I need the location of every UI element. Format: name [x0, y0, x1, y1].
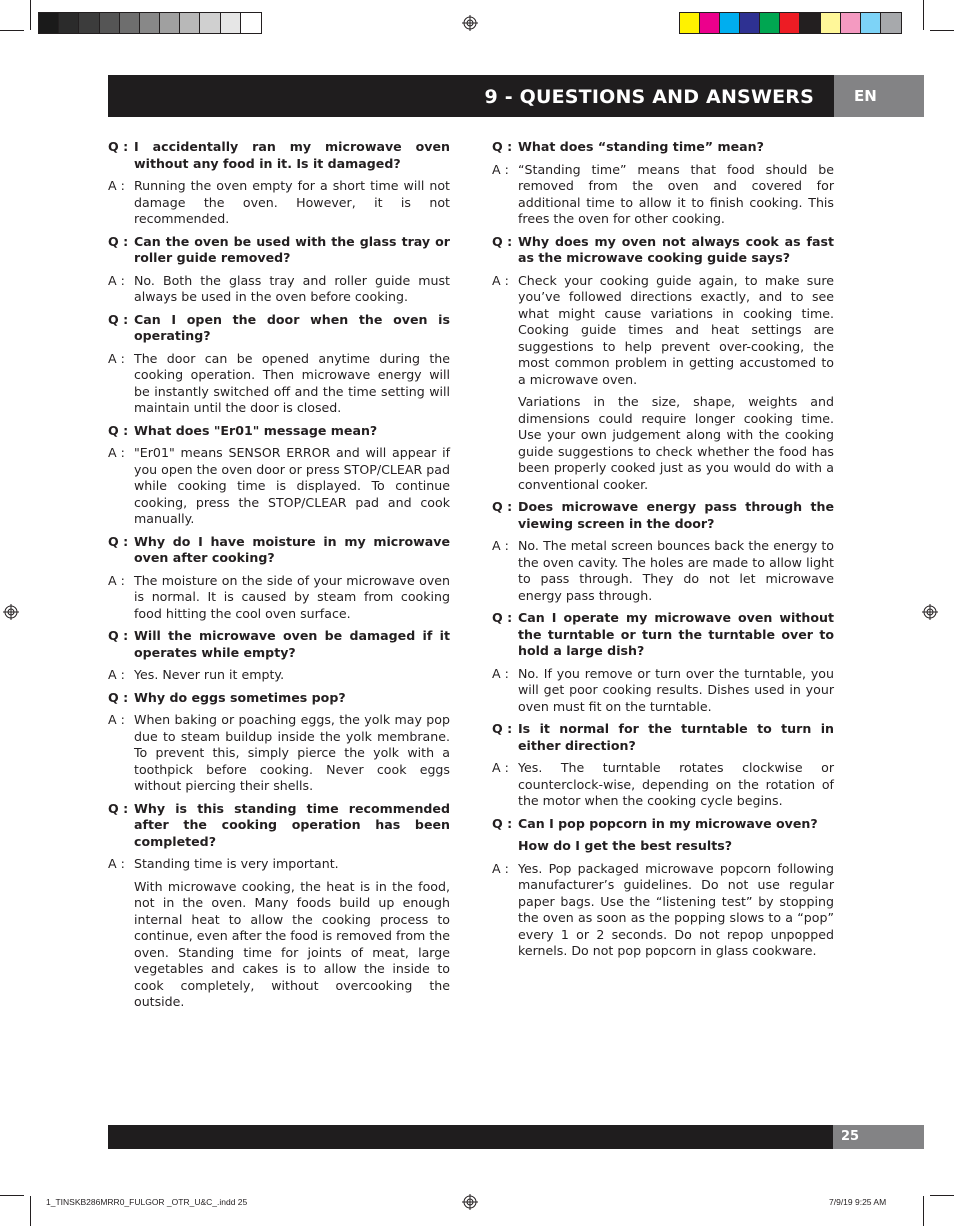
registration-target-icon	[462, 1194, 478, 1210]
crop-mark	[30, 0, 31, 30]
left-column	[108, 139, 450, 1017]
right-column	[492, 139, 834, 966]
crop-mark	[923, 0, 924, 30]
registration-target-icon	[462, 15, 478, 31]
page-number: 25	[833, 1125, 924, 1149]
answer: A : No. Both the glass tray and roller guide must always be used in the oven before cooking.	[108, 272, 450, 304]
color-swatch	[59, 13, 79, 33]
color-swatch	[760, 13, 780, 33]
language-tab: EN	[834, 75, 924, 117]
color-swatch	[740, 13, 760, 33]
color-swatch	[720, 13, 740, 33]
footer-band	[108, 1125, 833, 1149]
color-swatch	[221, 13, 241, 33]
page-title: 9 - QUESTIONS AND ANSWERS	[484, 86, 814, 108]
question: Q : Will the microwave oven be damaged if it operates while empty?	[108, 628, 450, 660]
question: Q : Why do eggs sometimes pop?	[108, 689, 346, 705]
answer: A : No. If you remove or turn over the turntable, you will get poor cooking results. Dishes used in your oven must fit on the turntable.	[492, 665, 834, 714]
question: Q : What does "Er01" message mean?	[108, 422, 378, 438]
question: Q : What does “standing time” mean?	[492, 139, 764, 154]
color-swatch	[700, 13, 720, 33]
answer: A : Yes. Pop packaged microwave popcorn following manufacturer’s guidelines. Do not use regular paper bags. Use the “listening test” by stopping the oven as soon as the popping slows to a “pop” every 1 or 2 seconds. Do not repop unpopped kernels. Do not pop popcorn in glass cookware.	[492, 860, 834, 958]
color-swatch	[140, 13, 160, 33]
color-swatch	[200, 13, 220, 33]
print-timestamp: 7/9/19 9:25 AM	[829, 1197, 887, 1207]
answer: A : “Standing time” means that food should be removed from the oven and covered for additional time to allow it to finish cooking. This frees the oven for other cooking.	[492, 161, 834, 226]
question: Q : Is it normal for the turntable to turn in either direction?	[492, 721, 834, 753]
color-swatch	[100, 13, 120, 33]
answer: A : The moisture on the side of your microwave oven is normal. It is caused by steam from cooking food hitting the cool oven surface.	[108, 572, 450, 621]
answer: A : Running the oven empty for a short time will not damage the oven. However, it is not recommended.	[108, 178, 450, 226]
answer-paragraph: Variations in the size, shape, weights and dimensions could require longer cooking time. Use your own judgement along with the cooking guide suggestions to check whether the food has been properly cooked just as you would do with a conventional cooker.	[518, 394, 834, 492]
question: Q : Why is this standing time recommended after the cooking operation has been completed?	[108, 800, 450, 849]
question: Q : Can I operate my microwave oven without the turntable or turn the turntable over to hold a large dish?	[492, 610, 834, 658]
answer: A : Check your cooking guide again, to make sure you’ve followed directions exactly, and to see what might cause variations in cooking time. Cooking guide times and heat settings are suggestions to help prevent over-cooking, the most common problem in getting accustomed to a microwave oven.	[492, 272, 834, 387]
question: Q : Can I open the door when the oven is operating?	[108, 311, 450, 343]
color-swatch	[841, 13, 861, 33]
color-swatch	[120, 13, 140, 33]
crop-mark	[0, 30, 24, 31]
answer: A : No. The metal screen bounces back the energy to the oven cavity. The holes are made to allow light to pass through. They do not let microwave energy pass through.	[492, 538, 834, 603]
registration-target-icon	[3, 604, 19, 620]
question: Q : Can I pop popcorn in my microwave oven?	[492, 815, 818, 831]
color-swatch	[79, 13, 99, 33]
crop-mark	[923, 1196, 924, 1226]
process-color-bar	[679, 12, 902, 34]
color-swatch	[39, 13, 59, 33]
color-swatch	[861, 13, 881, 33]
answer: A : Standing time is very important.	[108, 856, 339, 871]
crop-mark	[0, 1195, 24, 1196]
color-swatch	[680, 13, 700, 33]
color-swatch	[800, 13, 820, 33]
color-swatch	[180, 13, 200, 33]
color-swatch	[241, 13, 261, 33]
color-swatch	[160, 13, 180, 33]
answer: A : "Er01" means SENSOR ERROR and will appear if you open the oven door or press STOP/CLEAR pad while cooking time is displayed. To continue cooking, press the STOP/CLEAR pad and cook manually.	[108, 445, 450, 526]
answer: A : Yes. The turntable rotates clockwise or counterclock-wise, depending on the rotation of the motor when the cooking cycle begins.	[492, 760, 834, 808]
question: Q : I accidentally ran my microwave oven without any food in it. Is it damaged?	[108, 139, 450, 171]
file-slug: 1_TINSKB286MRR0_FULGOR _OTR_U&C_.indd 25	[46, 1197, 248, 1207]
crop-mark	[930, 30, 954, 31]
answer: A : Yes. Never run it empty.	[108, 667, 285, 682]
answer: A : The door can be opened anytime during the cooking operation. Then microwave energy will be instantly switched off and the time setting will maintain until the door is closed.	[108, 350, 450, 415]
crop-mark	[930, 1195, 954, 1196]
question: Q : Can the oven be used with the glass tray or roller guide removed?	[108, 233, 450, 265]
color-swatch	[881, 13, 901, 33]
registration-target-icon	[922, 604, 938, 620]
grayscale-bar	[38, 12, 262, 34]
question-continued: How do I get the best results?	[518, 838, 733, 853]
question: Q : Why does my oven not always cook as fast as the microwave cooking guide says?	[492, 233, 834, 265]
color-swatch	[780, 13, 800, 33]
question: Q : Does microwave energy pass through the viewing screen in the door?	[492, 499, 834, 531]
crop-mark	[30, 1196, 31, 1226]
answer: A : When baking or poaching eggs, the yolk may pop due to steam buildup inside the yolk membrane. To prevent this, simply pierce the yolk with a toothpick before cooking. Never cook eggs without piercing their shells.	[108, 712, 450, 793]
color-swatch	[821, 13, 841, 33]
answer-paragraph: With microwave cooking, the heat is in the food, not in the oven. Many foods build up enough internal heat to allow the cooking process to continue, even after the food is removed from the oven. Standing time for joints of meat, large vegetables and cakes is to allow the inside to cook completely, without overcooking the outside.	[134, 878, 450, 1009]
question: Q : Why do I have moisture in my microwave oven after cooking?	[108, 533, 450, 565]
